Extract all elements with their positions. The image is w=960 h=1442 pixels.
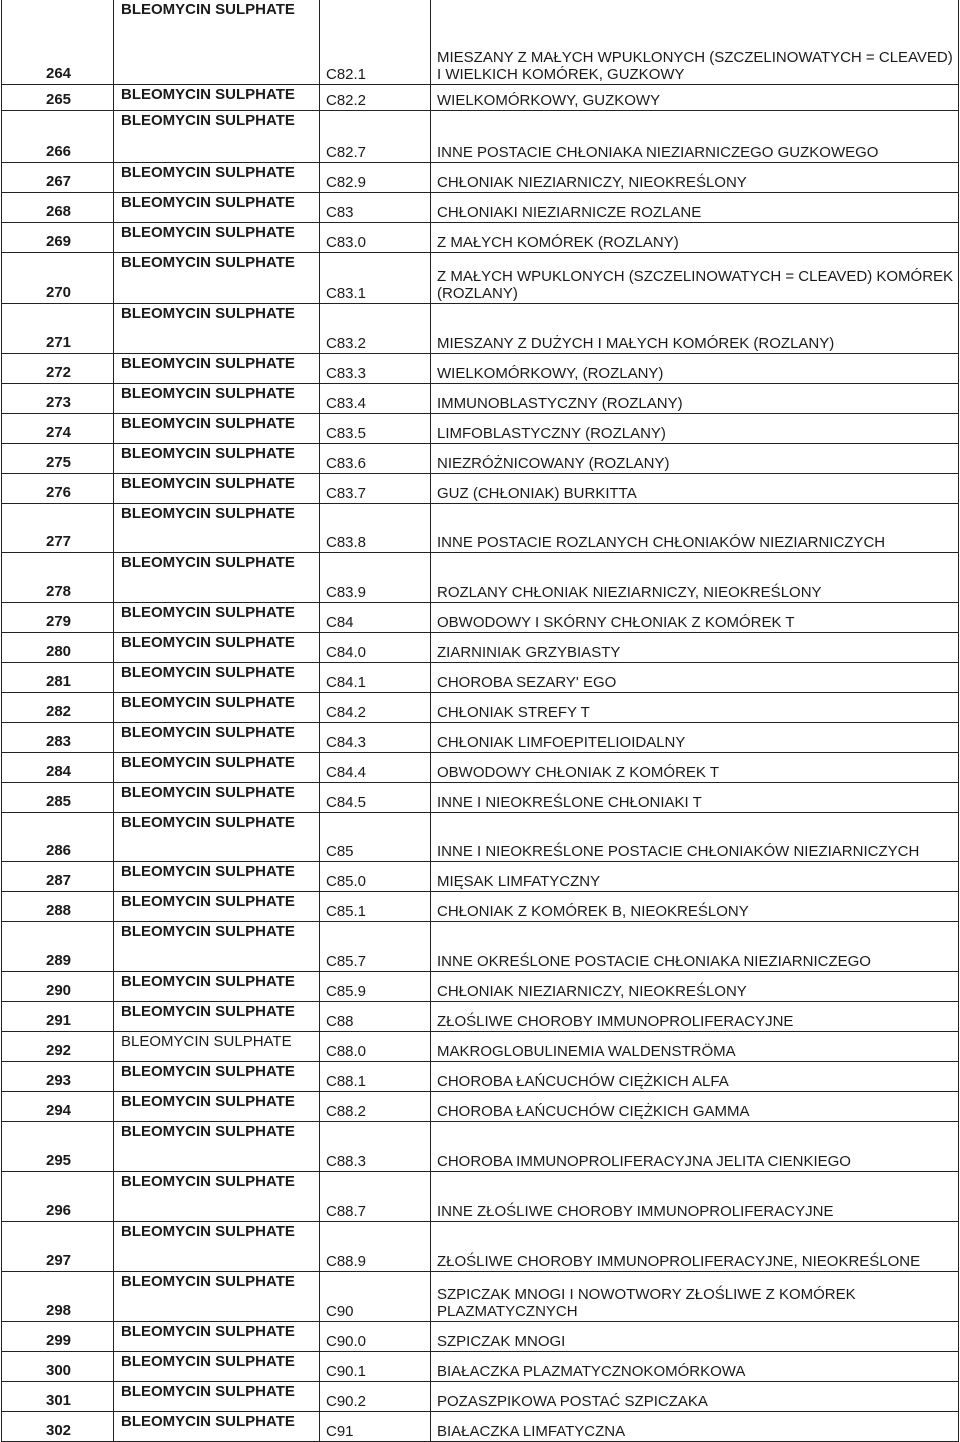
drug-name: BLEOMYCIN SULPHATE xyxy=(114,1222,320,1272)
diagnosis-description: INNE POSTACIE ROZLANYCH CHŁONIAKÓW NIEZIARNICZYCH xyxy=(431,504,959,553)
diagnosis-description: CHOROBA ŁAŃCUCHÓW CIĘŻKICH GAMMA xyxy=(431,1092,959,1122)
drug-name: BLEOMYCIN SULPHATE xyxy=(114,223,320,253)
table-row xyxy=(2,504,959,553)
drug-name: BLEOMYCIN SULPHATE xyxy=(114,663,320,693)
drug-name: BLEOMYCIN SULPHATE xyxy=(114,1062,320,1092)
diagnosis-description: MIESZANY Z MAŁYCH WPUKLONYCH (SZCZELINOWATYCH = CLEAVED) I WIELKICH KOMÓREK, GUZKOWY xyxy=(431,0,959,85)
icd-code: C83 xyxy=(320,193,431,223)
drug-name: BLEOMYCIN SULPHATE xyxy=(114,553,320,603)
drug-name: BLEOMYCIN SULPHATE xyxy=(114,813,320,862)
table-row xyxy=(2,693,959,723)
row-number: 288 xyxy=(2,892,114,922)
table-row xyxy=(2,223,959,253)
diagnosis-description: BIAŁACZKA LIMFATYCZNA xyxy=(431,1412,959,1442)
table-row xyxy=(2,553,959,603)
diagnosis-description: CHOROBA ŁAŃCUCHÓW CIĘŻKICH ALFA xyxy=(431,1062,959,1092)
drug-name: BLEOMYCIN SULPHATE xyxy=(114,1382,320,1412)
row-number: 291 xyxy=(2,1002,114,1032)
table-row xyxy=(2,111,959,163)
diagnosis-description: Z MAŁYCH KOMÓREK (ROZLANY) xyxy=(431,223,959,253)
row-number: 287 xyxy=(2,862,114,892)
drug-name: BLEOMYCIN SULPHATE xyxy=(114,972,320,1002)
row-number: 264 xyxy=(2,0,114,85)
diagnosis-description: OBWODOWY CHŁONIAK Z KOMÓREK T xyxy=(431,753,959,783)
drug-name: BLEOMYCIN SULPHATE xyxy=(114,1272,320,1322)
row-number: 296 xyxy=(2,1172,114,1222)
diagnosis-description: IMMUNOBLASTYCZNY (ROZLANY) xyxy=(431,384,959,414)
icd-code: C83.0 xyxy=(320,223,431,253)
drug-name: BLEOMYCIN SULPHATE xyxy=(114,1002,320,1032)
icd-code: C88.0 xyxy=(320,1032,431,1062)
diagnosis-description: NIEZRÓŻNICOWANY (ROZLANY) xyxy=(431,444,959,474)
table-row xyxy=(2,1322,959,1352)
row-number: 293 xyxy=(2,1062,114,1092)
row-number: 279 xyxy=(2,603,114,633)
drug-name: BLEOMYCIN SULPHATE xyxy=(114,1322,320,1352)
drug-name: BLEOMYCIN SULPHATE xyxy=(114,1412,320,1442)
icd-code: C85.1 xyxy=(320,892,431,922)
row-number: 284 xyxy=(2,753,114,783)
diagnosis-description: INNE I NIEOKREŚLONE POSTACIE CHŁONIAKÓW NIEZIARNICZYCH xyxy=(431,813,959,862)
drug-name: BLEOMYCIN SULPHATE xyxy=(114,633,320,663)
table-row xyxy=(2,1092,959,1122)
table-row xyxy=(2,253,959,304)
icd-code: C90.0 xyxy=(320,1322,431,1352)
table-row xyxy=(2,633,959,663)
drug-name: BLEOMYCIN SULPHATE xyxy=(114,474,320,504)
table-row xyxy=(2,1412,959,1442)
diagnosis-description: INNE ZŁOŚLIWE CHOROBY IMMUNOPROLIFERACYJNE xyxy=(431,1172,959,1222)
drug-name: BLEOMYCIN SULPHATE xyxy=(114,862,320,892)
row-number: 275 xyxy=(2,444,114,474)
drug-name: BLEOMYCIN SULPHATE xyxy=(114,1122,320,1172)
icd-code: C82.7 xyxy=(320,111,431,163)
icd-code: C90.1 xyxy=(320,1352,431,1382)
diagnosis-description: ZIARNINIAK GRZYBIASTY xyxy=(431,633,959,663)
row-number: 298 xyxy=(2,1272,114,1322)
table-row xyxy=(2,163,959,193)
icd-code: C83.7 xyxy=(320,474,431,504)
row-number: 276 xyxy=(2,474,114,504)
table-row xyxy=(2,1352,959,1382)
diagnosis-description: OBWODOWY I SKÓRNY CHŁONIAK Z KOMÓREK T xyxy=(431,603,959,633)
icd-code: C84.5 xyxy=(320,783,431,813)
diagnosis-description: INNE I NIEOKREŚLONE CHŁONIAKI T xyxy=(431,783,959,813)
diagnosis-description: POZASZPIKOWA POSTAĆ SZPICZAKA xyxy=(431,1382,959,1412)
table-row xyxy=(2,1032,959,1062)
diagnosis-description: CHOROBA SEZARY' EGO xyxy=(431,663,959,693)
icd-code: C85.9 xyxy=(320,972,431,1002)
icd-code: C84 xyxy=(320,603,431,633)
drug-name: BLEOMYCIN SULPHATE xyxy=(114,892,320,922)
diagnosis-description: WIELKOMÓRKOWY, (ROZLANY) xyxy=(431,354,959,384)
diagnosis-description: SZPICZAK MNOGI I NOWOTWORY ZŁOŚLIWE Z KOMÓREK PLAZMATYCZNYCH xyxy=(431,1272,959,1322)
table-row xyxy=(2,85,959,111)
row-number: 283 xyxy=(2,723,114,753)
drug-name: BLEOMYCIN SULPHATE xyxy=(114,693,320,723)
row-number: 268 xyxy=(2,193,114,223)
drug-name: BLEOMYCIN SULPHATE xyxy=(114,85,320,111)
row-number: 286 xyxy=(2,813,114,862)
row-number: 295 xyxy=(2,1122,114,1172)
row-number: 302 xyxy=(2,1412,114,1442)
table-row xyxy=(2,1272,959,1322)
drug-name: BLEOMYCIN SULPHATE xyxy=(114,723,320,753)
row-number: 280 xyxy=(2,633,114,663)
icd-code: C84.0 xyxy=(320,633,431,663)
drug-name: BLEOMYCIN SULPHATE xyxy=(114,1032,320,1062)
icd-code: C82.1 xyxy=(320,0,431,85)
drug-name: BLEOMYCIN SULPHATE xyxy=(114,111,320,163)
row-number: 294 xyxy=(2,1092,114,1122)
icd-code: C85.7 xyxy=(320,922,431,972)
row-number: 301 xyxy=(2,1382,114,1412)
icd-code: C85.0 xyxy=(320,862,431,892)
table-row xyxy=(2,892,959,922)
row-number: 292 xyxy=(2,1032,114,1062)
row-number: 273 xyxy=(2,384,114,414)
drug-name: BLEOMYCIN SULPHATE xyxy=(114,1092,320,1122)
drug-name: BLEOMYCIN SULPHATE xyxy=(114,193,320,223)
drug-name: BLEOMYCIN SULPHATE xyxy=(114,0,320,85)
diagnosis-description: BIAŁACZKA PLAZMATYCZNOKOMÓRKOWA xyxy=(431,1352,959,1382)
drug-name: BLEOMYCIN SULPHATE xyxy=(114,753,320,783)
drug-name: BLEOMYCIN SULPHATE xyxy=(114,504,320,553)
diagnosis-description: ROZLANY CHŁONIAK NIEZIARNICZY, NIEOKREŚLONY xyxy=(431,553,959,603)
table-row xyxy=(2,922,959,972)
diagnosis-description: WIELKOMÓRKOWY, GUZKOWY xyxy=(431,85,959,111)
table-row xyxy=(2,972,959,1002)
diagnosis-description: ZŁOŚLIWE CHOROBY IMMUNOPROLIFERACYJNE, NIEOKREŚLONE xyxy=(431,1222,959,1272)
row-number: 299 xyxy=(2,1322,114,1352)
drug-name: BLEOMYCIN SULPHATE xyxy=(114,922,320,972)
diagnosis-description: INNE OKREŚLONE POSTACIE CHŁONIAKA NIEZIARNICZEGO xyxy=(431,922,959,972)
table-row xyxy=(2,414,959,444)
row-number: 267 xyxy=(2,163,114,193)
icd-code: C88.3 xyxy=(320,1122,431,1172)
icd-code: C83.6 xyxy=(320,444,431,474)
diagnosis-description: ZŁOŚLIWE CHOROBY IMMUNOPROLIFERACYJNE xyxy=(431,1002,959,1032)
table-row xyxy=(2,603,959,633)
icd-code: C88 xyxy=(320,1002,431,1032)
table-row xyxy=(2,444,959,474)
icd-code: C83.4 xyxy=(320,384,431,414)
diagnosis-description: GUZ (CHŁONIAK) BURKITTA xyxy=(431,474,959,504)
icd-code: C83.8 xyxy=(320,504,431,553)
icd-code: C82.9 xyxy=(320,163,431,193)
row-number: 289 xyxy=(2,922,114,972)
diagnosis-description: MIESZANY Z DUŻYCH I MAŁYCH KOMÓREK (ROZLANY) xyxy=(431,304,959,354)
diagnosis-description: CHŁONIAKI NIEZIARNICZE ROZLANE xyxy=(431,193,959,223)
diagnosis-description: CHŁONIAK LIMFOEPITELIOIDALNY xyxy=(431,723,959,753)
row-number: 297 xyxy=(2,1222,114,1272)
drug-indication-table xyxy=(1,0,959,1442)
icd-code: C84.1 xyxy=(320,663,431,693)
diagnosis-description: SZPICZAK MNOGI xyxy=(431,1322,959,1352)
table-row xyxy=(2,474,959,504)
icd-code: C85 xyxy=(320,813,431,862)
icd-code: C83.2 xyxy=(320,304,431,354)
diagnosis-description: LIMFOBLASTYCZNY (ROZLANY) xyxy=(431,414,959,444)
row-number: 266 xyxy=(2,111,114,163)
drug-name: BLEOMYCIN SULPHATE xyxy=(114,603,320,633)
icd-code: C84.4 xyxy=(320,753,431,783)
diagnosis-description: Z MAŁYCH WPUKLONYCH (SZCZELINOWATYCH = CLEAVED) KOMÓREK (ROZLANY) xyxy=(431,253,959,304)
row-number: 270 xyxy=(2,253,114,304)
diagnosis-description: CHŁONIAK NIEZIARNICZY, NIEOKREŚLONY xyxy=(431,972,959,1002)
icd-code: C88.1 xyxy=(320,1062,431,1092)
icd-code: C88.9 xyxy=(320,1222,431,1272)
table-row xyxy=(2,1062,959,1092)
drug-name: BLEOMYCIN SULPHATE xyxy=(114,384,320,414)
table-row xyxy=(2,193,959,223)
diagnosis-description: CHŁONIAK STREFY T xyxy=(431,693,959,723)
drug-name: BLEOMYCIN SULPHATE xyxy=(114,414,320,444)
icd-code: C83.3 xyxy=(320,354,431,384)
icd-code: C84.3 xyxy=(320,723,431,753)
table-row xyxy=(2,1172,959,1222)
table-row xyxy=(2,1222,959,1272)
drug-name: BLEOMYCIN SULPHATE xyxy=(114,354,320,384)
icd-code: C82.2 xyxy=(320,85,431,111)
diagnosis-description: MIĘSAK LIMFATYCZNY xyxy=(431,862,959,892)
row-number: 274 xyxy=(2,414,114,444)
table-row xyxy=(2,354,959,384)
icd-code: C84.2 xyxy=(320,693,431,723)
table-row xyxy=(2,753,959,783)
table-row xyxy=(2,783,959,813)
table-row xyxy=(2,663,959,693)
row-number: 271 xyxy=(2,304,114,354)
row-number: 265 xyxy=(2,85,114,111)
row-number: 281 xyxy=(2,663,114,693)
icd-code: C83.1 xyxy=(320,253,431,304)
diagnosis-description: CHŁONIAK NIEZIARNICZY, NIEOKREŚLONY xyxy=(431,163,959,193)
drug-name: BLEOMYCIN SULPHATE xyxy=(114,304,320,354)
diagnosis-description: MAKROGLOBULINEMIA WALDENSTRÖMA xyxy=(431,1032,959,1062)
icd-code: C83.5 xyxy=(320,414,431,444)
table-row xyxy=(2,384,959,414)
table-row xyxy=(2,813,959,862)
diagnosis-description: CHŁONIAK Z KOMÓREK B, NIEOKREŚLONY xyxy=(431,892,959,922)
drug-name: BLEOMYCIN SULPHATE xyxy=(114,783,320,813)
icd-code: C90 xyxy=(320,1272,431,1322)
icd-code: C91 xyxy=(320,1412,431,1442)
table-row xyxy=(2,862,959,892)
diagnosis-description: INNE POSTACIE CHŁONIAKA NIEZIARNICZEGO GUZKOWEGO xyxy=(431,111,959,163)
icd-code: C88.7 xyxy=(320,1172,431,1222)
table-row xyxy=(2,1122,959,1172)
icd-code: C83.9 xyxy=(320,553,431,603)
drug-name: BLEOMYCIN SULPHATE xyxy=(114,444,320,474)
row-number: 269 xyxy=(2,223,114,253)
table-row xyxy=(2,0,959,85)
row-number: 277 xyxy=(2,504,114,553)
table-row xyxy=(2,304,959,354)
table-row xyxy=(2,1002,959,1032)
drug-name: BLEOMYCIN SULPHATE xyxy=(114,1172,320,1222)
table-row xyxy=(2,723,959,753)
icd-code: C90.2 xyxy=(320,1382,431,1412)
drug-name: BLEOMYCIN SULPHATE xyxy=(114,253,320,304)
diagnosis-description: CHOROBA IMMUNOPROLIFERACYJNA JELITA CIENKIEGO xyxy=(431,1122,959,1172)
row-number: 272 xyxy=(2,354,114,384)
table-row xyxy=(2,1382,959,1412)
drug-name: BLEOMYCIN SULPHATE xyxy=(114,163,320,193)
row-number: 278 xyxy=(2,553,114,603)
drug-name: BLEOMYCIN SULPHATE xyxy=(114,1352,320,1382)
row-number: 300 xyxy=(2,1352,114,1382)
row-number: 285 xyxy=(2,783,114,813)
row-number: 290 xyxy=(2,972,114,1002)
row-number: 282 xyxy=(2,693,114,723)
icd-code: C88.2 xyxy=(320,1092,431,1122)
